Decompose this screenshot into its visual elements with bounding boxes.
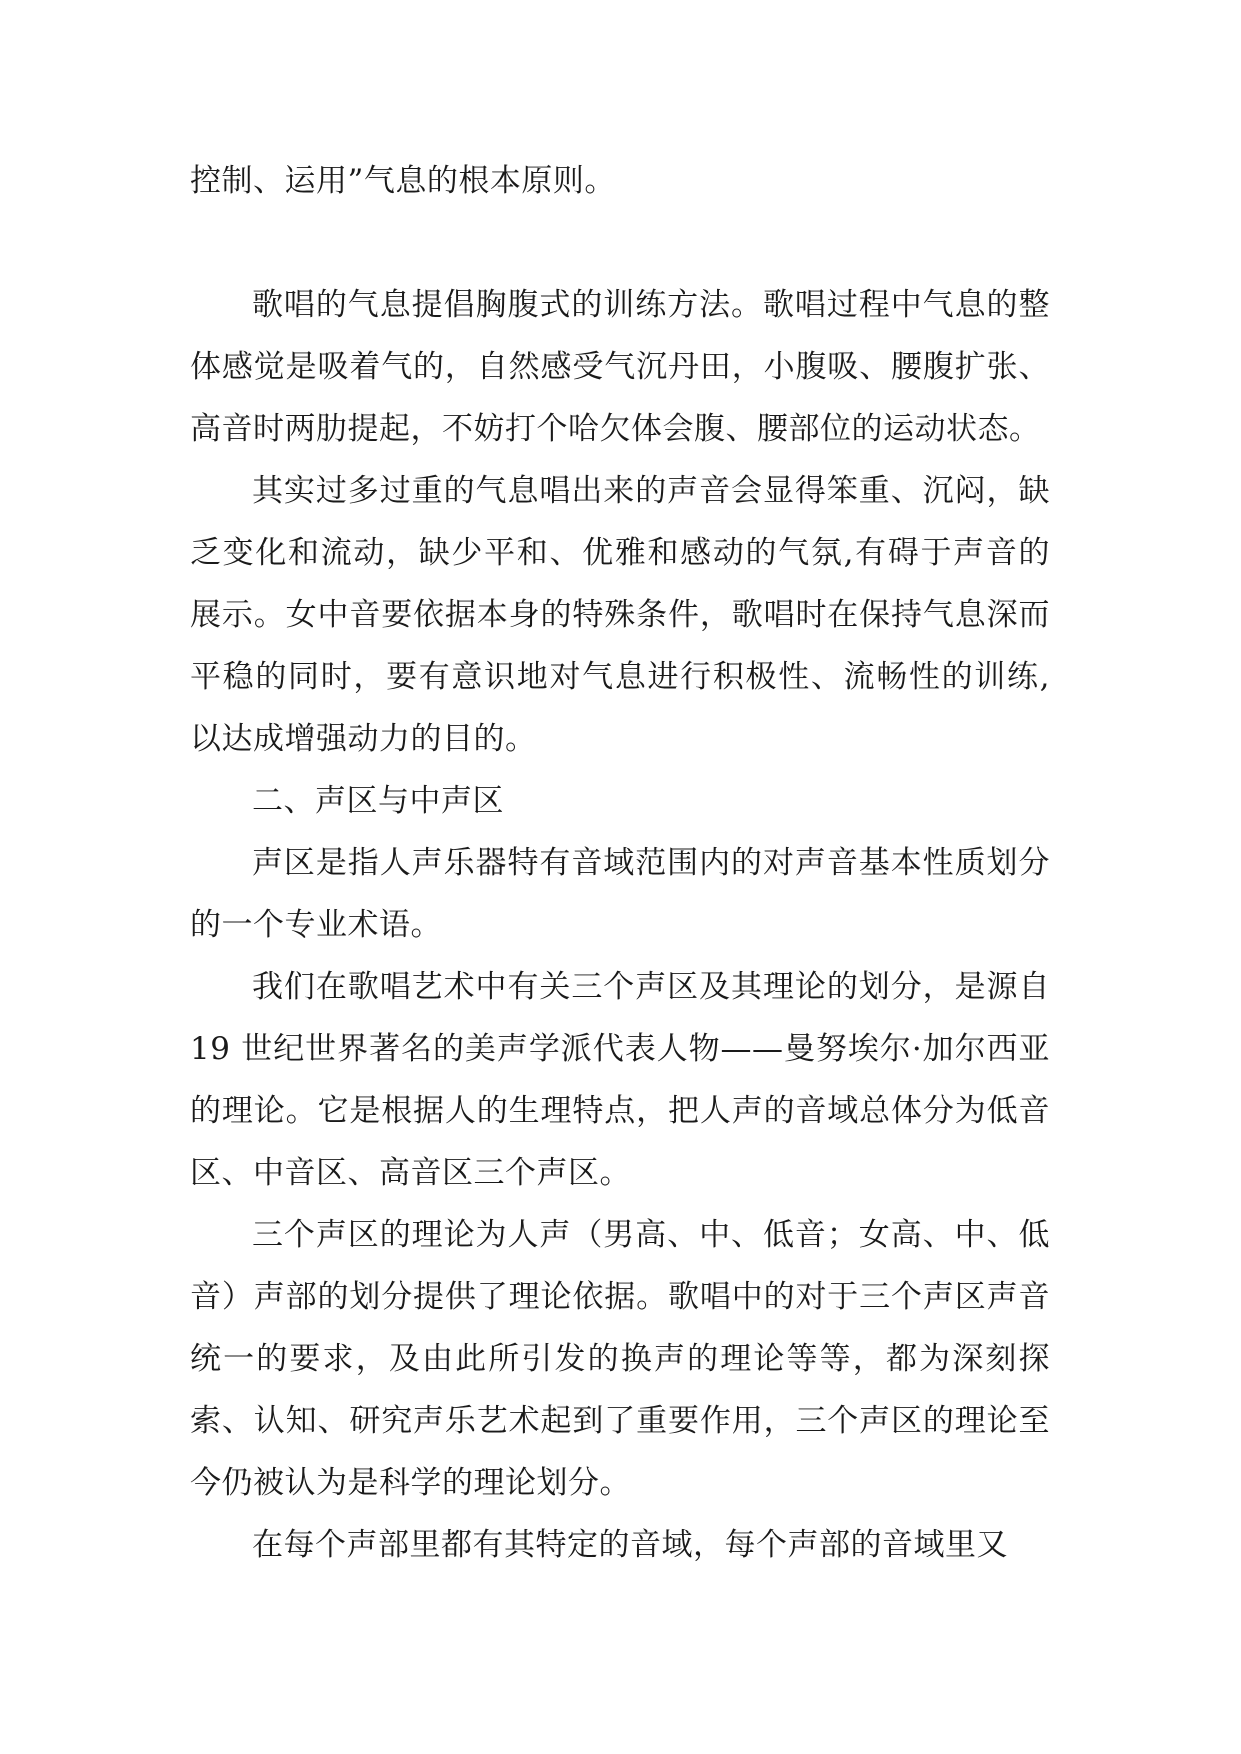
paragraph-2: 歌唱的气息提倡胸腹式的训练方法。歌唱过程中气息的整体感觉是吸着气的，自然感受气沉丹田，小腹吸、腰腹扩张、高音时两肋提起，不妨打个哈欠体会腹、腰部位的运动状态。 (190, 287, 1050, 447)
document-body (190, 150, 1050, 1576)
paragraph-1: 控制、运用”气息的根本原则。 (190, 163, 616, 199)
paragraph-7: 在每个声部里都有其特定的音域，每个声部的音域里又 (252, 1527, 1008, 1563)
paragraph-5: 我们在歌唱艺术中有关三个声区及其理论的划分，是源自 19 世纪世界著名的美声学派代表人物——曼努埃尔·加尔西亚的理论。它是根据人的生理特点，把人声的音域总体分为低音区、中音区、高音区三个声区。 (190, 969, 1050, 1191)
paragraph-6: 三个声区的理论为人声（男高、中、低音；女高、中、低音）声部的划分提供了理论依据。歌唱中的对于三个声区声音统一的要求，及由此所引发的换声的理论等等，都为深刻探索、认知、研究声乐艺术起到了重要作用，三个声区的理论至今仍被认为是科学的理论划分。 (190, 1217, 1050, 1501)
section-heading: 二、声区与中声区 (252, 783, 504, 819)
paragraph-4: 声区是指人声乐器特有音域范围内的对声音基本性质划分的一个专业术语。 (190, 845, 1050, 943)
paragraph-gap (190, 212, 1050, 274)
paragraph-3: 其实过多过重的气息唱出来的声音会显得笨重、沉闷，缺乏变化和流动，缺少平和、优雅和感动的气氛,有碍于声音的展示。女中音要依据本身的特殊条件，歌唱时在保持气息深而平稳的同时，要有意识地对气息进行积极性、流畅性的训练,以达成增强动力的目的。 (190, 473, 1050, 757)
